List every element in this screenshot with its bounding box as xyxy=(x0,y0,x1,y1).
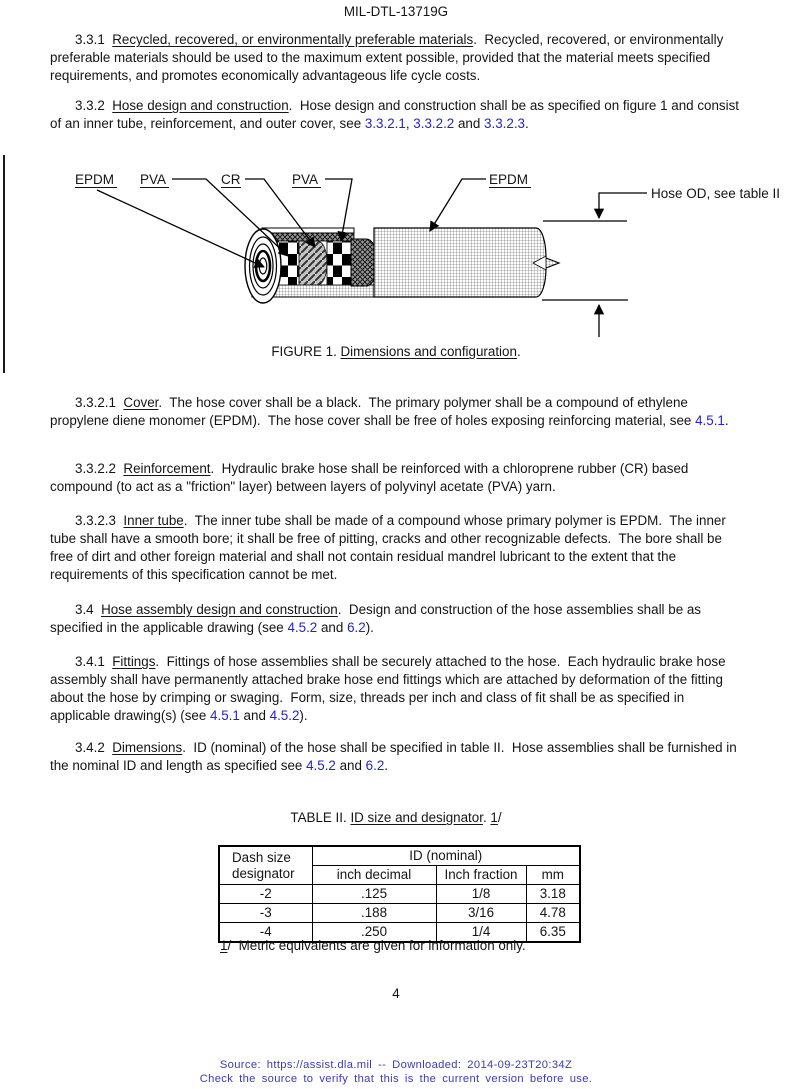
underlined-title-text: Cover xyxy=(123,395,159,410)
body-text: . Fittings of hose assemblies shall be securely attached to the hose. Each hydraulic brake hose assembly shall have permanently attached brake hose end fittings which are attached by deformation of the fitting about the hose by crimping or swaging. Form, size, threads per inch and class of fit shall be as specified in applicable drawing(s) (see xyxy=(50,654,730,723)
body-text: and xyxy=(317,620,348,635)
underlined-title-text: Recycled, recovered, or environmentally preferable materials xyxy=(112,32,474,47)
body-text: . Hydraulic brake hose shall be reinforced with a chloroprene rubber (CR) based compound (to act as a "friction" layer) between layers of polyvinyl acetate (PVA) yarn. xyxy=(50,461,693,494)
cover-cut-edge-cap xyxy=(351,239,377,286)
cross-reference-link[interactable]: 3.3.2.3 xyxy=(484,116,525,131)
document-id-header: MIL-DTL-13719G xyxy=(343,4,449,19)
table-cell: 3.18 xyxy=(526,885,580,904)
body-text: . Recycled, recovered, or environmentally preferable materials should be used to the maximum extent possible, provided that the material meets specified requirements, and promotes economically advantageous life cycle costs. xyxy=(50,32,728,83)
body-text: ). xyxy=(299,708,308,723)
paragraph-3-3-2 xyxy=(50,97,744,133)
cross-reference-link[interactable]: 4.5.1 xyxy=(210,708,240,723)
page-number: 4 xyxy=(392,986,400,1001)
table-cell: 6.35 xyxy=(526,923,580,943)
body-text: . Hose design and construction shall be as specified on figure 1 and consist of an inner tube, reinforcement, and outer cover, see xyxy=(50,98,743,131)
body-text: , xyxy=(405,116,414,131)
body-text: . Design and construction of the hose assemblies shall be as specified in the applicable drawing (see xyxy=(50,602,705,635)
table-cell: 1/8 xyxy=(436,885,526,904)
body-text: 3.3.1 xyxy=(75,32,113,47)
underlined-title-text: Inner tube xyxy=(123,513,184,528)
body-text: 3.3.2 xyxy=(75,98,113,113)
body-text: . ID (nominal) of the hose shall be specified in table II. Hose assemblies shall be furnished in the nominal ID and length as specified see xyxy=(50,740,741,773)
table-row xyxy=(219,904,580,923)
body-text: TABLE II. xyxy=(290,810,351,825)
body-text: . The hose cover shall be a black. The primary polymer shall be a compound of ethylene propylene diene monomer (EPDM). The hose cover shall be free of holes exposing reinforcing material, see xyxy=(50,395,696,428)
cross-reference-link[interactable]: 3.3.2.2 xyxy=(413,116,455,131)
underlined-title-text: Dimensions xyxy=(112,740,183,755)
table-header-id-nominal: ID (nominal) xyxy=(312,846,580,866)
table-cell: -3 xyxy=(219,904,312,923)
figure-1-caption xyxy=(0,343,792,361)
underlined-title-text: 1 xyxy=(490,810,498,825)
body-text: 3.4.1 xyxy=(75,654,113,669)
footer-source-line: Source: https://assist.dla.mil -- Downloaded: 2014-09-23T20:34Z xyxy=(219,1059,573,1071)
body-text: 3.3.2.3 xyxy=(75,513,124,528)
underlined-title-text: Reinforcement xyxy=(123,461,211,476)
underlined-title-text: Hose assembly design and construction xyxy=(101,602,338,617)
body-text: / xyxy=(497,810,502,825)
underlined-title-text: 1 xyxy=(220,938,228,953)
body-text: . xyxy=(524,116,529,131)
table-header-dash-size-line1: Dash size xyxy=(232,849,291,865)
table-cell: -4 xyxy=(219,923,312,943)
leader-arrow-epdm-tube xyxy=(97,190,264,267)
table-header-inch-decimal: inch decimal xyxy=(312,866,436,885)
body-text: . xyxy=(482,810,491,825)
label-cr: CR xyxy=(221,172,241,187)
table-row xyxy=(219,885,580,904)
table-header-row-1 xyxy=(219,846,580,866)
od-dimension-leader-top xyxy=(599,193,647,218)
table-cell: .125 xyxy=(312,885,436,904)
underlined-title-text: Hose design and construction xyxy=(112,98,289,113)
body-text: 3.3.2.1 xyxy=(75,395,124,410)
paragraph-3-3-2-1 xyxy=(50,394,744,430)
cross-reference-link[interactable]: 4.5.1 xyxy=(695,413,725,428)
underlined-title-text: Fittings xyxy=(112,654,156,669)
table-cell: 4.78 xyxy=(526,904,580,923)
body-text: 3.4 xyxy=(75,602,102,617)
cross-reference-link[interactable]: 4.5.2 xyxy=(269,708,300,723)
leader-arrow-epdm-cover xyxy=(430,179,486,231)
body-text: and xyxy=(335,758,366,773)
table-header-inch-fraction: Inch fraction xyxy=(436,866,526,885)
cross-reference-link[interactable]: 4.5.2 xyxy=(287,620,318,635)
underlined-title-text: Dimensions and configuration xyxy=(340,344,517,359)
cross-reference-link[interactable]: 6.2 xyxy=(347,620,366,635)
body-text: . The inner tube shall be made of a compound whose primary polymer is EPDM. The inner tube shall have a smooth bore; it shall be free of pitting, cracks and other recognizable defects. The bore shall be free of dirt and other foreign material and shall not contain residual mandrel lubricant to the extent that the requirements of this specification cannot be met. xyxy=(50,513,730,582)
paragraph-3-3-2-3 xyxy=(50,512,744,584)
body-text: 3.3.2.2 xyxy=(75,461,124,476)
body-text: and xyxy=(239,708,270,723)
cross-reference-link[interactable]: 4.5.2 xyxy=(306,758,336,773)
table-cell: 1/4 xyxy=(436,923,526,943)
cross-reference-link[interactable]: 3.3.2.1 xyxy=(364,116,406,131)
table-cell: 3/16 xyxy=(436,904,526,923)
table-footnote xyxy=(220,937,526,955)
assist-source-footer xyxy=(0,1058,792,1086)
paragraph-3-3-1 xyxy=(50,31,744,85)
cross-reference-link[interactable]: 6.2 xyxy=(365,758,385,773)
figure-labels xyxy=(75,172,780,201)
body-text: and xyxy=(454,116,485,131)
paragraph-3-4-1 xyxy=(50,653,744,725)
pva-yarn-layer-outer-band xyxy=(327,241,351,285)
figure-1-hose-diagram xyxy=(0,162,792,340)
label-hose-od: Hose OD, see table II xyxy=(651,186,781,201)
table-cell: .250 xyxy=(312,923,436,943)
body-text: ). xyxy=(365,620,374,635)
body-text: 3.4.2 xyxy=(75,740,113,755)
table-cell: .188 xyxy=(312,904,436,923)
paragraph-3-3-2-2 xyxy=(50,460,744,496)
body-text: / Metric equivalents are given for information only. xyxy=(227,938,526,953)
cr-friction-layer-band xyxy=(299,241,327,285)
paragraph-3-4 xyxy=(50,601,744,637)
table-header-dash-size-line2: designator xyxy=(232,865,295,881)
label-epdm-inner-tube: EPDM xyxy=(75,172,115,187)
table-ii xyxy=(218,845,581,943)
table-header-dash-size-designator xyxy=(219,846,312,885)
label-pva-outer: PVA xyxy=(292,172,319,187)
table-cell: -2 xyxy=(219,885,312,904)
label-epdm-cover: EPDM xyxy=(489,172,529,187)
hose-cover-body xyxy=(374,228,559,297)
label-pva-inner: PVA xyxy=(140,172,167,187)
underlined-title-text: ID size and designator xyxy=(350,810,483,825)
body-text: FIGURE 1. xyxy=(271,344,341,359)
footer-warning-line: Check the source to verify that this is the current version before use. xyxy=(199,1073,593,1085)
table-ii-title xyxy=(0,809,792,827)
body-text: . xyxy=(724,413,729,428)
paragraph-3-4-2 xyxy=(50,739,744,775)
body-text: . xyxy=(516,344,521,359)
table-header-mm: mm xyxy=(526,866,580,885)
body-text: . xyxy=(384,758,389,773)
